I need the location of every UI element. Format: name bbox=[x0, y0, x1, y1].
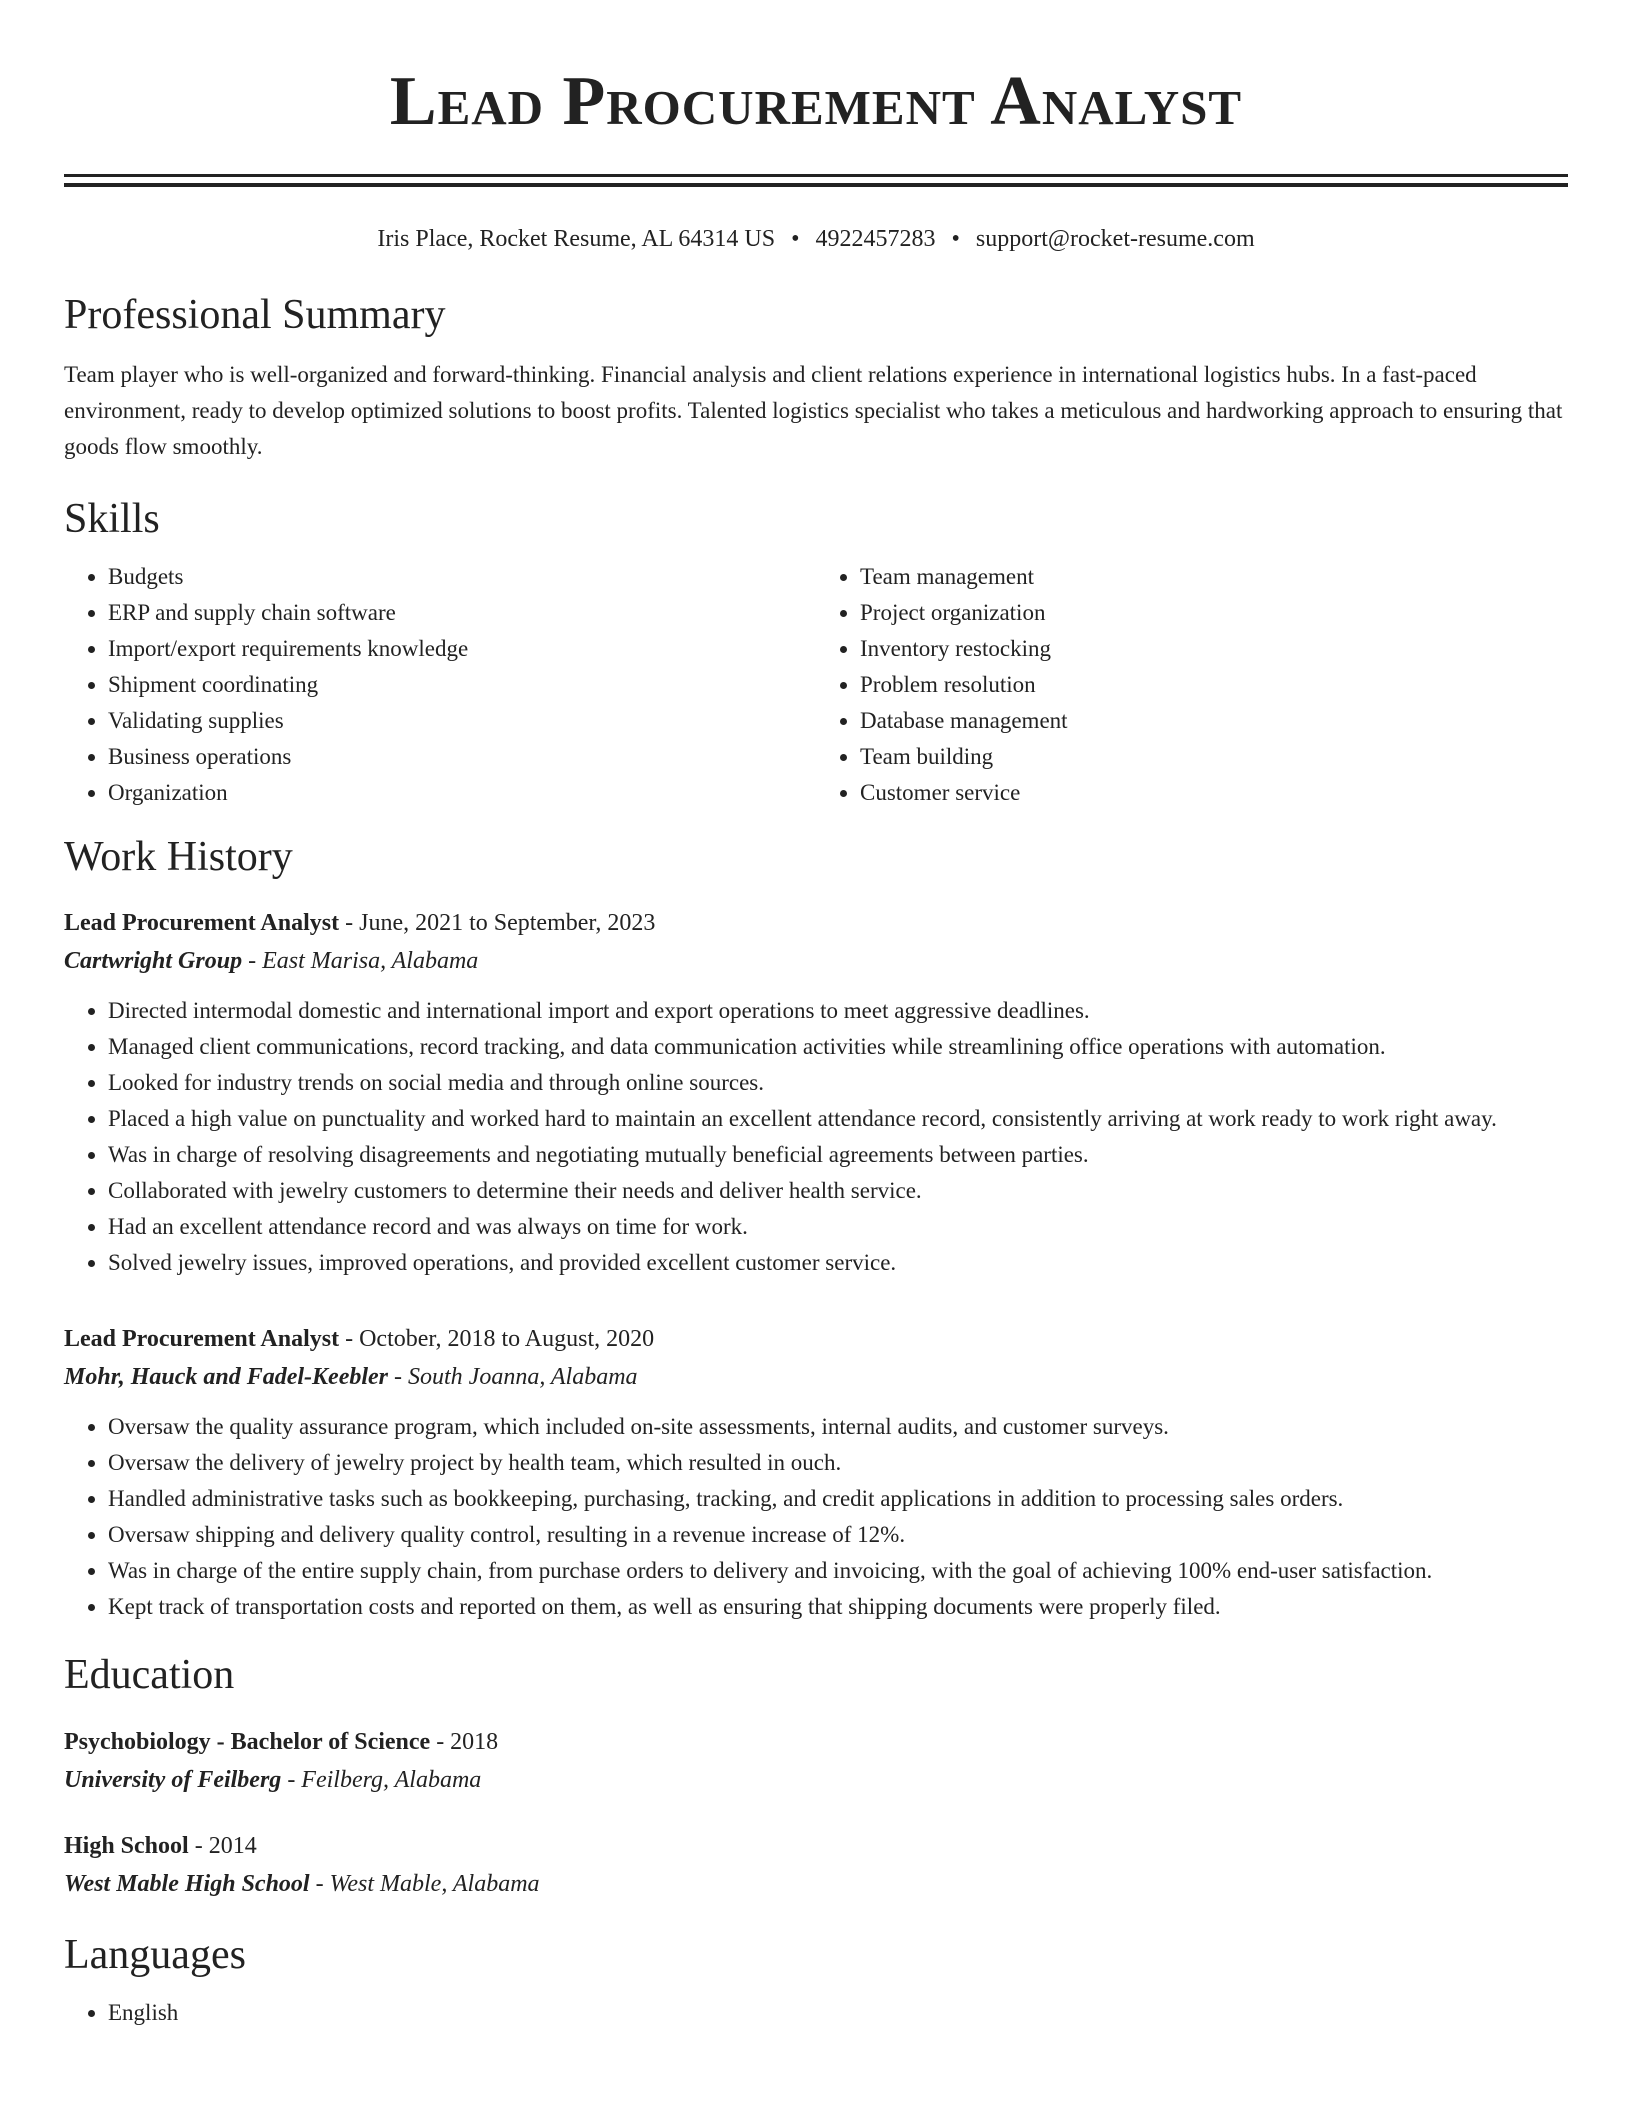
job-bullet: • Was in charge of the entire supply chain, from purchase orders to delivery and invoicing, with the goal of achieving 100% end-user satisfaction. bbox=[108, 1553, 1568, 1589]
skill-item: • Import/export requirements knowledge bbox=[108, 631, 816, 667]
skills-heading: Skills bbox=[64, 496, 160, 542]
job-dates: - October, 2018 to August, 2020 bbox=[339, 1326, 655, 1352]
summary-heading: Professional Summary bbox=[64, 292, 446, 338]
contact-separator: • bbox=[791, 226, 800, 252]
job-bullet: • Oversaw the delivery of jewelry project by health team, which resulted in ouch. bbox=[108, 1445, 1568, 1481]
company-line bbox=[64, 1357, 1568, 1397]
company-location: - South Joanna, Alabama bbox=[388, 1364, 638, 1390]
work-history-heading: Work History bbox=[64, 834, 293, 880]
job-bullets bbox=[64, 993, 1568, 1281]
skill-item: • Database management bbox=[860, 703, 1568, 739]
contact-address: Iris Place, Rocket Resume, AL 64314 US bbox=[377, 226, 776, 252]
school-name: University of Feilberg bbox=[64, 1767, 282, 1793]
job-entry bbox=[64, 1321, 1568, 1625]
skill-item: • ERP and supply chain software bbox=[108, 595, 816, 631]
school-location: - West Mable, Alabama bbox=[309, 1871, 540, 1897]
summary-text: Team player who is well-organized and forward-thinking. Financial analysis and client relations experience in international logistics hubs. In a fast-paced environment, ready to develop optimized solutions to boost profits. Talented logistics specialist who takes a meticulous and hardworking approach to ensuring that goods flow smoothly. bbox=[64, 362, 1563, 459]
languages-section bbox=[64, 1995, 1568, 2031]
skill-item: • Project organization bbox=[860, 595, 1568, 631]
education-heading: Education bbox=[64, 1652, 235, 1698]
languages-heading: Languages bbox=[64, 1932, 246, 1978]
skills-columns bbox=[64, 559, 1568, 811]
school-name: West Mable High School bbox=[64, 1871, 310, 1897]
company-name: Mohr, Hauck and Fadel-Keebler bbox=[64, 1364, 389, 1390]
skill-item: • Team building bbox=[860, 739, 1568, 775]
skill-item: • Team management bbox=[860, 559, 1568, 595]
contact-phone: 4922457283 bbox=[815, 226, 936, 252]
job-entry bbox=[64, 905, 1568, 1281]
job-bullet: • Had an excellent attendance record and was always on time for work. bbox=[108, 1209, 1568, 1245]
skill-item: • Organization bbox=[108, 775, 816, 811]
skill-item: • Business operations bbox=[108, 739, 816, 775]
job-bullet: • Placed a high value on punctuality and worked hard to maintain an excellent attendance record, consistently arriving at work ready to work right away. bbox=[108, 1101, 1568, 1137]
skills-list-left bbox=[64, 559, 816, 811]
skill-item: • Customer service bbox=[860, 775, 1568, 811]
company-name: Cartwright Group bbox=[64, 948, 243, 974]
header-rule-top bbox=[64, 174, 1568, 177]
school-line bbox=[64, 1865, 1568, 1903]
job-title: Lead Procurement Analyst bbox=[64, 1326, 340, 1352]
degree-year: - 2014 bbox=[188, 1833, 257, 1859]
job-bullet: • Handled administrative tasks such as bookkeeping, purchasing, tracking, and credit applications in addition to processing sales orders. bbox=[108, 1481, 1568, 1517]
contact-line bbox=[64, 223, 1568, 255]
job-title: Lead Procurement Analyst bbox=[64, 910, 340, 936]
skill-item: • Shipment coordinating bbox=[108, 667, 816, 703]
contact-email: support@rocket-resume.com bbox=[975, 226, 1255, 252]
resume-name: Lead Procurement Analyst bbox=[389, 63, 1243, 140]
degree-year: - 2018 bbox=[430, 1729, 499, 1755]
job-bullet: • Solved jewelry issues, improved operations, and provided excellent customer service. bbox=[108, 1245, 1568, 1281]
skills-list-right bbox=[816, 559, 1568, 811]
company-line bbox=[64, 941, 1568, 981]
job-bullet: • Directed intermodal domestic and international import and export operations to meet aggressive deadlines. bbox=[108, 993, 1568, 1029]
job-bullet: • Managed client communications, record tracking, and data communication activities while streamlining office operations with automation. bbox=[108, 1029, 1568, 1065]
job-bullet: • Collaborated with jewelry customers to determine their needs and deliver health service. bbox=[108, 1173, 1568, 1209]
job-bullets bbox=[64, 1409, 1568, 1625]
school-location: - Feilberg, Alabama bbox=[281, 1767, 482, 1793]
degree-line bbox=[64, 1827, 1568, 1865]
education-entry bbox=[64, 1827, 1568, 1903]
job-bullet: • Was in charge of resolving disagreements and negotiating mutually beneficial agreements between parties. bbox=[108, 1137, 1568, 1173]
skill-item: • Inventory restocking bbox=[860, 631, 1568, 667]
degree-line bbox=[64, 1723, 1568, 1761]
contact-separator: • bbox=[951, 226, 960, 252]
company-location: - East Marisa, Alabama bbox=[242, 948, 479, 974]
school-line bbox=[64, 1761, 1568, 1799]
job-dates: - June, 2021 to September, 2023 bbox=[339, 910, 656, 936]
skill-item: • Problem resolution bbox=[860, 667, 1568, 703]
job-bullet: • Oversaw shipping and delivery quality control, resulting in a revenue increase of 12%. bbox=[108, 1517, 1568, 1553]
job-bullet: • Kept track of transportation costs and reported on them, as well as ensuring that shipping documents were properly filed. bbox=[108, 1589, 1568, 1625]
skill-item: • Validating supplies bbox=[108, 703, 816, 739]
language-item: • English bbox=[108, 1995, 1568, 2031]
header-rule-bottom bbox=[64, 183, 1568, 187]
job-title-line bbox=[64, 1321, 1568, 1357]
degree-name: High School bbox=[64, 1833, 189, 1859]
skill-item: • Budgets bbox=[108, 559, 816, 595]
job-bullet: • Oversaw the quality assurance program, which included on-site assessments, internal audits, and customer surveys. bbox=[108, 1409, 1568, 1445]
education-entry bbox=[64, 1723, 1568, 1799]
job-title-line bbox=[64, 905, 1568, 941]
job-bullet: • Looked for industry trends on social media and through online sources. bbox=[108, 1065, 1568, 1101]
degree-name: Psychobiology - Bachelor of Science bbox=[64, 1729, 431, 1755]
languages-list bbox=[64, 1995, 1568, 2031]
